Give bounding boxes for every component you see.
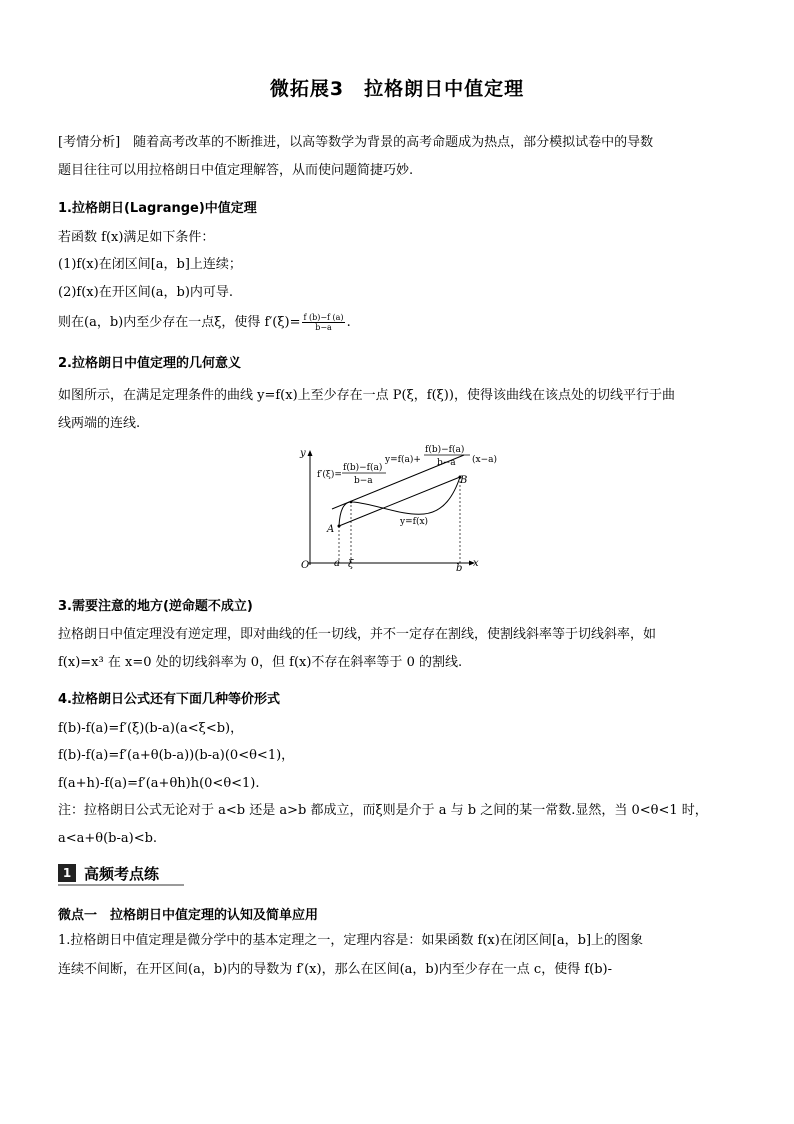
chord-eq-suffix: (x−a) (472, 455, 498, 465)
section-banner-label: 高频考点练 (84, 865, 160, 883)
s3-line-2: f(x)=x³ 在 x=0 处的切线斜率为 0，但 f(x)不存在斜率等于 0 的割线. (58, 655, 463, 670)
section-3-heading: 3.需要注意的地方(逆命题不成立) (58, 599, 253, 614)
x-axis-label: x (473, 558, 479, 569)
s1-line-4 (58, 313, 351, 333)
page-title: 微拓展3 拉格朗日中值定理 (269, 78, 525, 100)
s4-formula-1: f(b)-f(a)=f′(ξ)(b-a)(a<ξ<b)， (58, 721, 244, 736)
s4-formula-3: f(a+h)-f(a)=f′(a+θh)h(0<θ<1). (58, 776, 260, 791)
s3-line-1: 拉格朗日中值定理没有逆定理，即对曲线的任一切线，并不一定存在割线，使割线斜率等于切线斜率，如 (58, 627, 657, 642)
chord-eq-denominator: b−a (437, 458, 456, 468)
section-2-heading: 2.拉格朗日中值定理的几何意义 (58, 356, 241, 371)
origin-label: O (301, 560, 310, 571)
point-1-line-2: 连续不间断，在开区间(a，b)内的导数为 f′(x)，那么在区间(a，b)内至少存在一点 c，使得 f(b)- (58, 962, 613, 977)
point-a-label: A (327, 524, 335, 535)
s1-line-1: 若函数 f(x)满足如下条件： (58, 230, 215, 245)
s2-line-1: 如图所示，在满足定理条件的曲线 y=f(x)上至少存在一点 P(ξ，f(ξ))，使得该曲线在该点处的切线平行于曲 (58, 388, 675, 403)
chord-eq-numerator: f(b)−f(a) (425, 445, 465, 455)
practice-section-banner (58, 862, 184, 886)
slope-eq-numerator: f(b)−f(a) (343, 463, 383, 473)
analysis-line-2: 题目往往可以用拉格朗日中值定理解答，从而使问题简捷巧妙. (58, 163, 414, 178)
point-a (338, 525, 341, 528)
s1-line-3: (2)f(x)在开区间(a，b)内可导. (58, 285, 234, 300)
slope-eq-prefix: f′(ξ)= (317, 470, 342, 480)
section-banner-underline (58, 884, 184, 886)
tick-a-label: a (334, 558, 340, 569)
point-1-heading: 微点一 拉格朗日中值定理的认知及简单应用 (58, 908, 319, 923)
section-1-heading: 1.拉格朗日(Lagrange)中值定理 (58, 201, 257, 216)
s1-line-4-prefix: 则在(a，b)内至少存在一点ξ，使得 f′(ξ)= (58, 315, 301, 330)
fraction-numerator: f (b)−f (a) (303, 313, 344, 322)
tangent-point (350, 501, 353, 504)
s1-line-2: (1)f(x)在闭区间[a，b]上连续； (58, 257, 242, 272)
fraction-denominator: b−a (315, 323, 332, 332)
section-4-heading: 4.拉格朗日公式还有下面几种等价形式 (58, 692, 280, 707)
s2-line-2: 线两端的连线. (58, 416, 141, 431)
slope-eq-denominator: b−a (354, 476, 373, 486)
chord-eq-prefix: y=f(a)+ (385, 455, 421, 465)
curve-label: y=f(x) (400, 517, 429, 527)
s4-note-line-1: 注：拉格朗日公式无论对于 a<b 还是 a>b 都成立，而ξ则是介于 a 与 b 之间的某一常数.显然，当 0<θ<1 时， (58, 803, 708, 818)
lagrange-figure (296, 440, 506, 576)
tick-xi-label: ξ (348, 559, 354, 570)
tick-b-label: b (456, 563, 463, 574)
section-number-badge: 1 (58, 864, 76, 882)
s1-line-4-suffix: . (346, 315, 351, 330)
point-b-label: B (460, 475, 468, 486)
s4-note-line-2: a<a+θ(b-a)<b. (58, 831, 158, 846)
mean-value-fraction (302, 313, 344, 332)
analysis-line-1: [考情分析] 随着高考改革的不断推进，以高等数学为背景的高考命题成为热点，部分模拟试卷中的导数 (58, 135, 654, 150)
y-axis-arrow (308, 450, 313, 456)
y-axis-label: y (300, 448, 306, 459)
s4-formula-2: f(b)-f(a)=f′(a+θ(b-a))(b-a)(0<θ<1)， (58, 748, 295, 763)
point-1-line-1: 1.拉格朗日中值定理是微分学中的基本定理之一，定理内容是：如果函数 f(x)在闭区间[a，b]上的图象 (58, 933, 644, 948)
